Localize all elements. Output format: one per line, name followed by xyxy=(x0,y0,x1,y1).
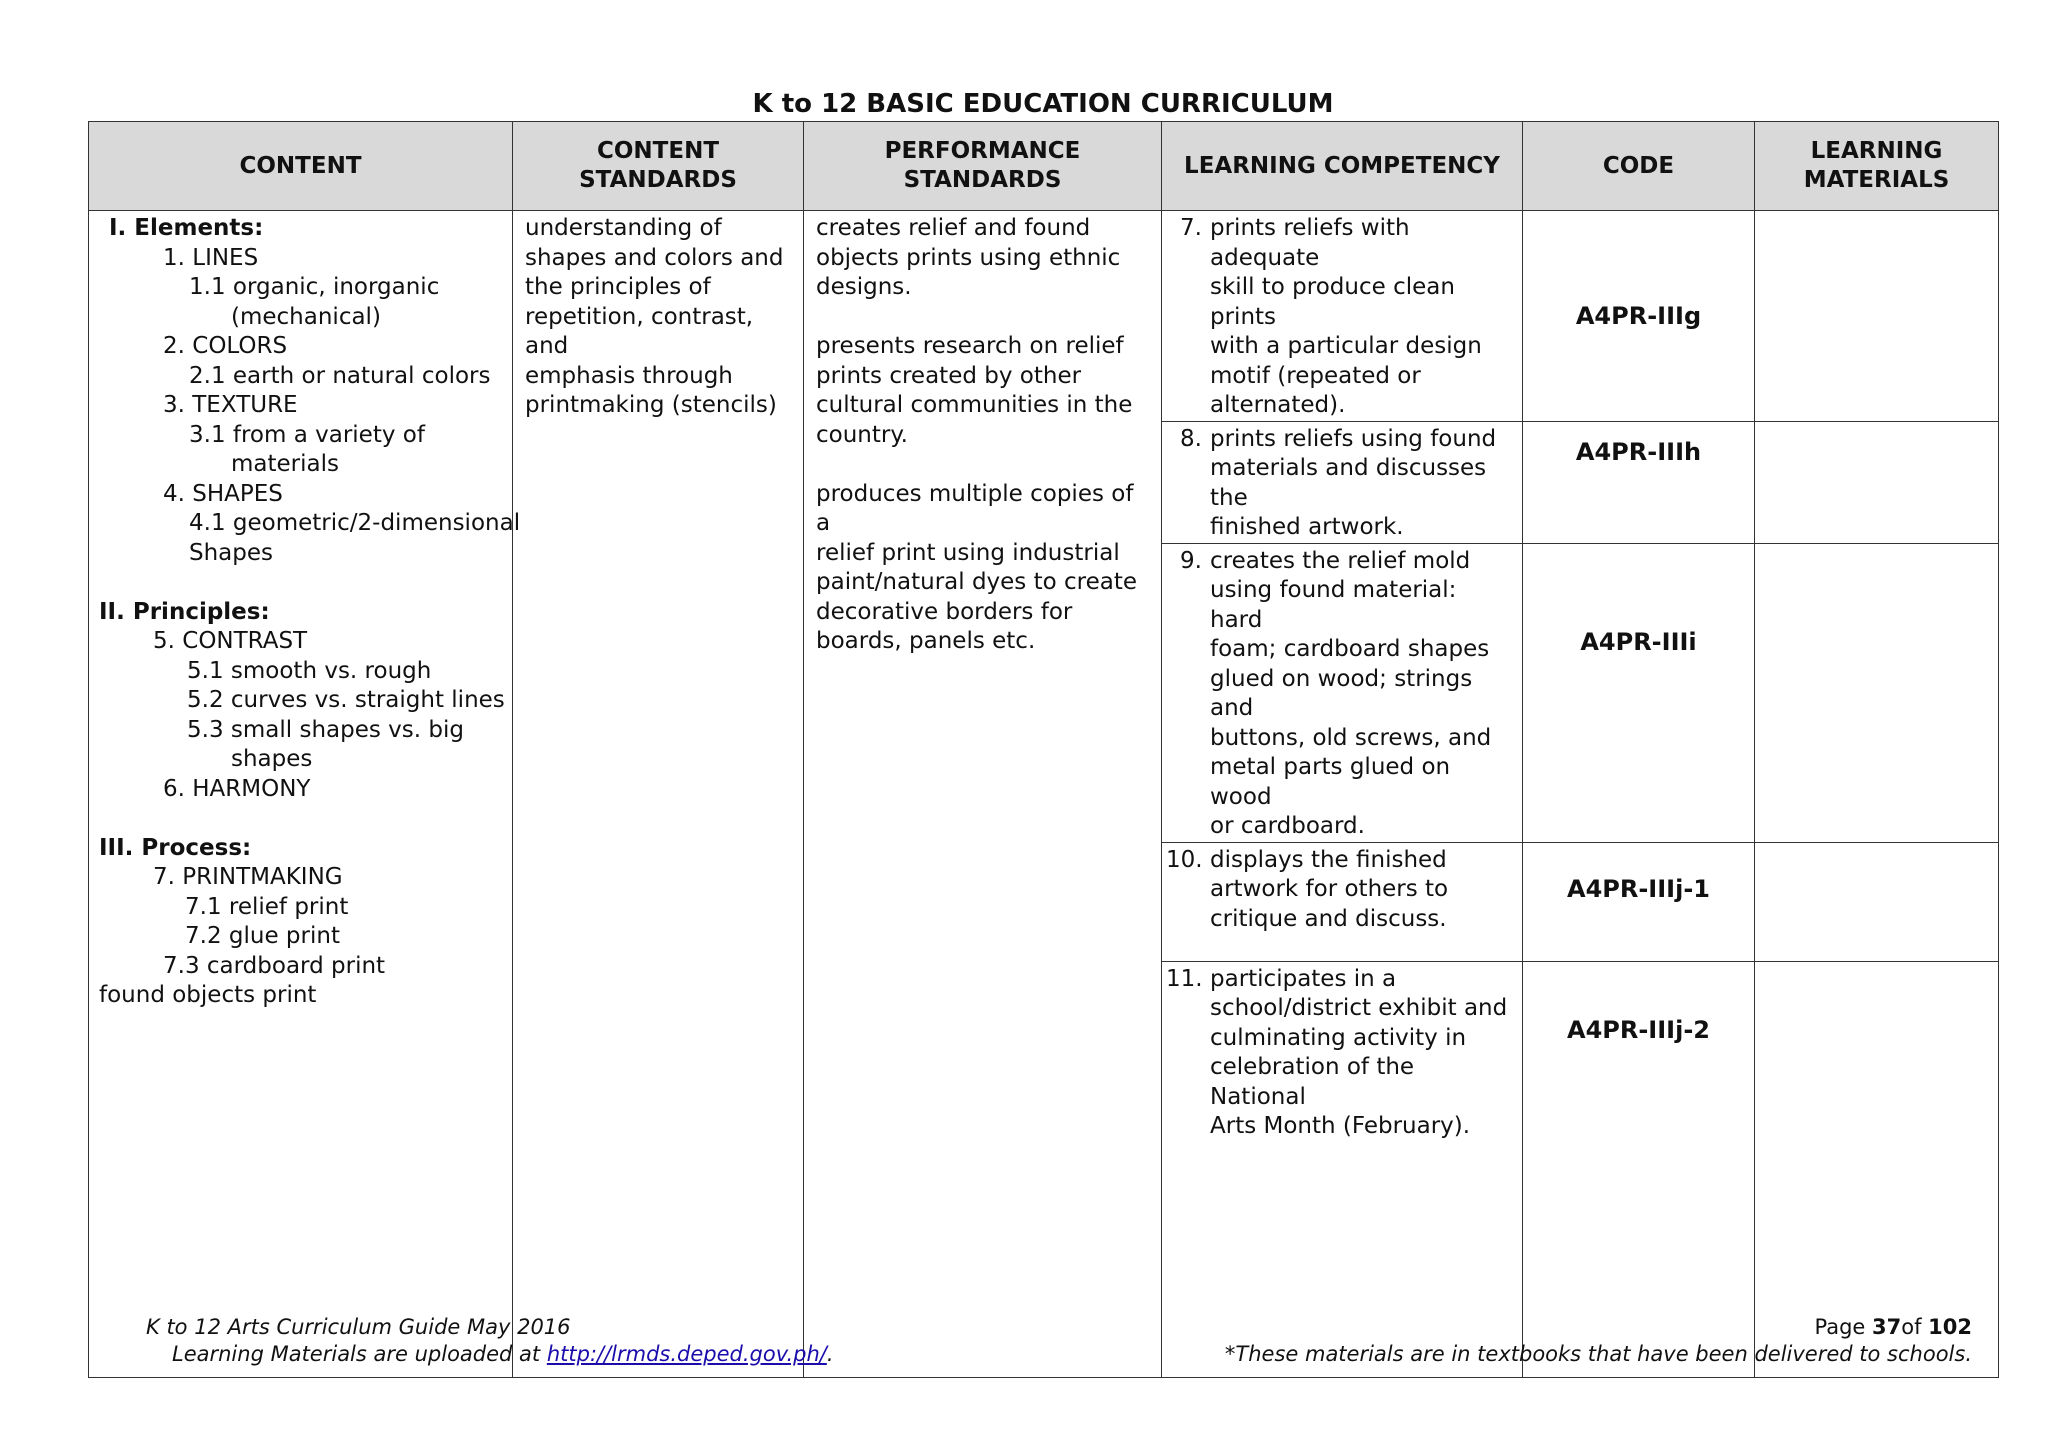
curriculum-table xyxy=(88,121,1999,1378)
list-item: 4.1 geometric/2-dimensional xyxy=(189,510,521,536)
materials-cell xyxy=(1755,421,1999,543)
list-item: 7.2 glue print xyxy=(185,923,340,949)
text-line: creates relief and found xyxy=(816,215,1091,241)
header-row xyxy=(89,122,1999,211)
competency-cell xyxy=(1162,543,1523,842)
list-item: 5. CONTRAST xyxy=(153,628,308,654)
page-current: 37 xyxy=(1872,1315,1902,1339)
text-line: Arts Month (February). xyxy=(1210,1113,1471,1139)
list-item: 6. HARMONY xyxy=(163,775,311,802)
text-line: glued on wood; strings and xyxy=(1210,665,1473,721)
text-line: critique and discuss. xyxy=(1210,905,1447,932)
list-item: 4. SHAPES xyxy=(163,480,283,507)
textbook-note: *These materials are in textbooks that have been delivered to schools. xyxy=(1224,1342,1972,1366)
competency-cell xyxy=(1162,842,1523,961)
header-learning-competency: LEARNING COMPETENCY xyxy=(1162,122,1523,211)
list-item: Shapes xyxy=(189,539,274,566)
materials-cell xyxy=(1755,211,1999,422)
content-standards-cell xyxy=(513,211,804,1378)
footer-left xyxy=(146,1314,834,1368)
list-item: 7.1 relief print xyxy=(185,893,349,920)
list-item: 7. PRINTMAKING xyxy=(153,864,343,890)
list-item: 2. COLORS xyxy=(163,333,288,359)
competency-number: 11. xyxy=(1166,965,1203,992)
list-item: 5.2 curves vs. straight lines xyxy=(187,687,505,713)
content-heading: III. Process: xyxy=(99,834,252,861)
guide-label: K to 12 Arts Curriculum Guide May 2016 xyxy=(146,1315,571,1339)
text-line: repetition, contrast, and xyxy=(525,303,754,359)
performance-standards-cell xyxy=(804,211,1162,1378)
page-title: K to 12 BASIC EDUCATION CURRICULUM xyxy=(752,89,1334,119)
page-number xyxy=(1225,1314,1972,1341)
list-item: 7.3 cardboard print xyxy=(163,952,386,979)
text-line: displays the finished xyxy=(1210,846,1447,873)
table-row xyxy=(89,211,1999,422)
header-code: CODE xyxy=(1523,122,1755,211)
header-content: CONTENT xyxy=(89,122,513,211)
list-item: 5.1 smooth vs. rough xyxy=(187,657,432,684)
page-of: of xyxy=(1901,1315,1929,1339)
footer-right xyxy=(1225,1314,1972,1368)
page-word: Page xyxy=(1814,1315,1872,1339)
text-line: prints reliefs using found xyxy=(1210,425,1497,452)
competency-number: 9. xyxy=(1180,547,1202,574)
text-line: with a particular design xyxy=(1210,333,1482,359)
text-line: boards, panels etc. xyxy=(816,628,1036,654)
page-total: 102 xyxy=(1928,1315,1972,1339)
code-cell: A4PR-IIIi xyxy=(1523,543,1755,842)
list-item: found objects print xyxy=(99,982,317,1008)
text-line: the principles of xyxy=(525,274,711,300)
code-cell: A4PR-IIIh xyxy=(1523,421,1755,543)
text-line: designs. xyxy=(816,274,912,300)
competency-number: 10. xyxy=(1166,846,1203,873)
text-line: skill to produce clean prints xyxy=(1210,274,1455,330)
text-line: metal parts glued on wood xyxy=(1210,754,1451,810)
text-line: finished artwork. xyxy=(1210,514,1404,540)
list-item: materials xyxy=(231,451,339,477)
content-heading: II. Principles: xyxy=(99,598,270,625)
text-line: motif (repeated or xyxy=(1210,362,1421,389)
header-performance-standards: PERFORMANCE STANDARDS xyxy=(804,122,1162,211)
competency-cell xyxy=(1162,211,1523,422)
text-line: creates the relief mold xyxy=(1210,547,1471,574)
text-line: shapes and colors and xyxy=(525,244,784,271)
text-line: objects prints using ethnic xyxy=(816,244,1121,271)
code-cell: A4PR-IIIj-2 xyxy=(1523,961,1755,1377)
text-line: produces multiple copies of a xyxy=(816,480,1134,536)
text-line: presents research on relief xyxy=(816,333,1124,359)
text-line: emphasis through xyxy=(525,362,733,389)
list-item: (mechanical) xyxy=(231,303,381,330)
content-heading: I. Elements: xyxy=(109,215,264,241)
text-line: participates in a xyxy=(1210,965,1397,992)
text-line: foam; cardboard shapes xyxy=(1210,636,1490,662)
competency-number: 8. xyxy=(1180,425,1202,452)
upload-note xyxy=(146,1341,834,1368)
text-line: using found material: hard xyxy=(1210,577,1457,633)
text-line: artwork for others to xyxy=(1210,876,1449,902)
code-cell: A4PR-IIIg xyxy=(1523,211,1755,422)
text-line: country. xyxy=(816,421,908,448)
list-item: shapes xyxy=(231,746,313,772)
lrmds-link[interactable]: http://lrmds.deped.gov.ph/ xyxy=(546,1342,827,1366)
upload-note-prefix: Learning Materials are uploaded at xyxy=(172,1342,547,1366)
text-line: cultural communities in the xyxy=(816,392,1133,418)
header-content-standards: CONTENT STANDARDS xyxy=(513,122,804,211)
list-item: 5.3 small shapes vs. big xyxy=(187,716,464,743)
materials-cell xyxy=(1755,842,1999,961)
text-line: alternated). xyxy=(1210,392,1346,418)
content-cell xyxy=(89,211,521,1378)
text-line: materials and discusses the xyxy=(1210,455,1487,511)
upload-note-suffix: . xyxy=(826,1342,834,1366)
text-line: school/district exhibit and xyxy=(1210,995,1508,1021)
materials-cell xyxy=(1755,543,1999,842)
header-learning-materials: LEARNING MATERIALS xyxy=(1755,122,1999,211)
text-line: prints created by other xyxy=(816,362,1082,389)
text-line: or cardboard. xyxy=(1210,813,1365,839)
text-line: relief print using industrial xyxy=(816,539,1120,566)
competency-number: 7. xyxy=(1180,215,1202,241)
list-item: 1. LINES xyxy=(163,244,259,271)
text-line: printmaking (stencils) xyxy=(525,392,777,418)
list-item: 3.1 from a variety of xyxy=(189,421,425,448)
text-line: understanding of xyxy=(525,215,722,241)
text-line: celebration of the National xyxy=(1210,1054,1415,1110)
text-line: decorative borders for xyxy=(816,598,1073,625)
competency-cell xyxy=(1162,421,1523,543)
list-item: 3. TEXTURE xyxy=(163,392,298,418)
text-line: paint/natural dyes to create xyxy=(816,569,1138,595)
list-item: 1.1 organic, inorganic xyxy=(189,274,440,300)
text-line: buttons, old screws, and xyxy=(1210,724,1492,751)
list-item: 2.1 earth or natural colors xyxy=(189,362,491,389)
code-cell: A4PR-IIIj-1 xyxy=(1523,842,1755,961)
text-line: prints reliefs with adequate xyxy=(1210,215,1410,271)
text-line: culminating activity in xyxy=(1210,1024,1467,1051)
